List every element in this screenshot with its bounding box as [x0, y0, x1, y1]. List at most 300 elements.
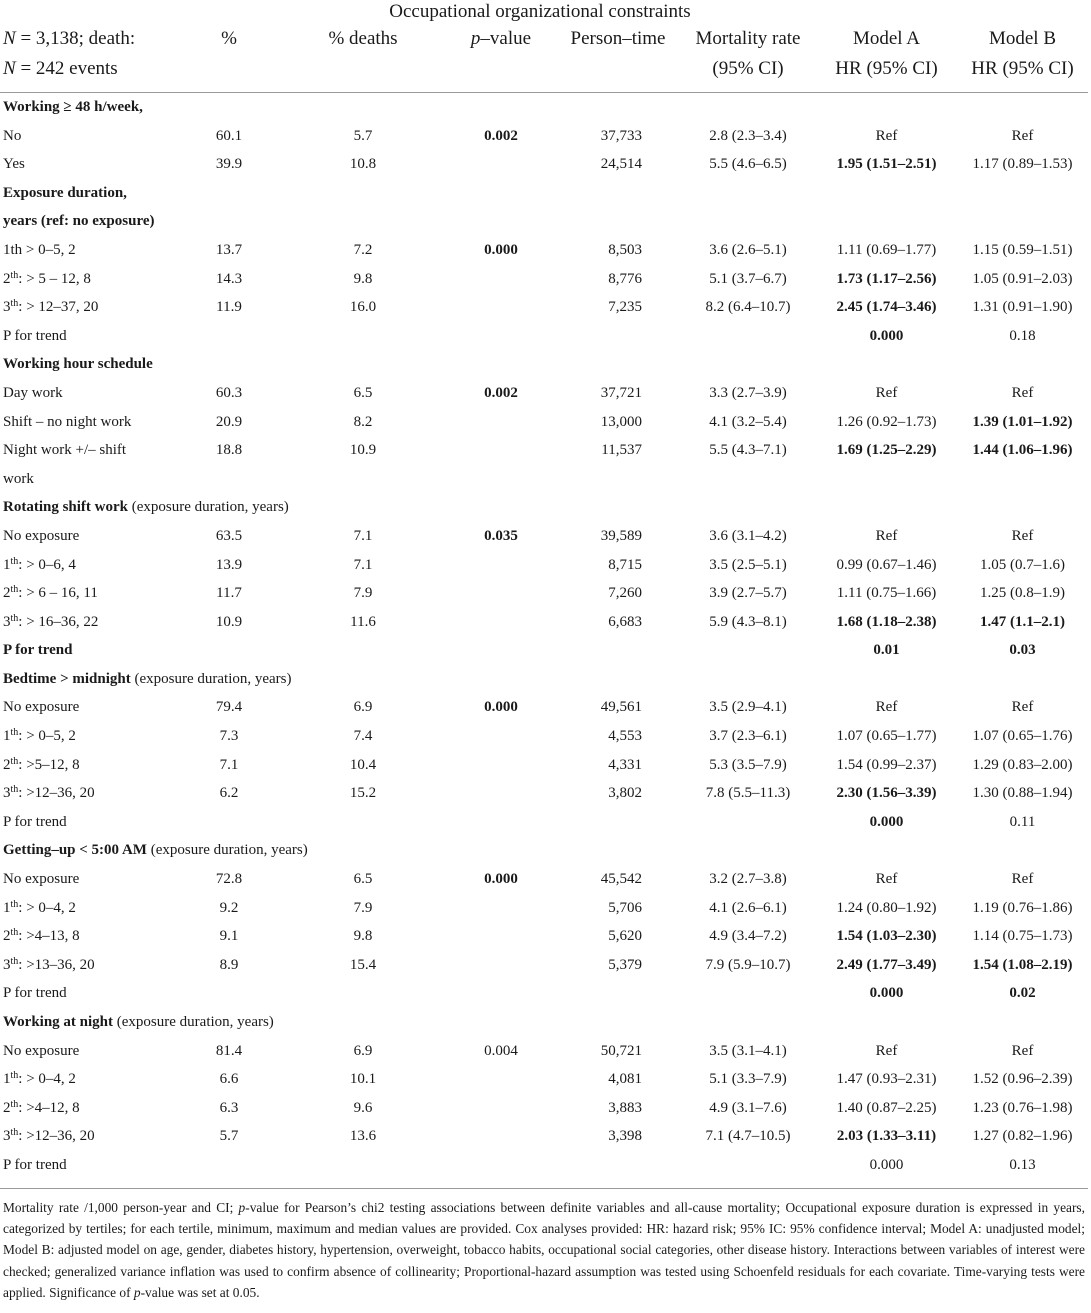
cell-pct-deaths — [280, 808, 446, 837]
table-row — [0, 150, 1088, 179]
row-label — [0, 722, 178, 751]
cell-pct: 8.9 — [219, 956, 239, 973]
cell-pvalue: 0.035 — [484, 527, 518, 544]
table-body — [0, 93, 1088, 1189]
cell-model-a-hr: 2.03 (1.33–3.11) — [836, 1128, 937, 1145]
row-label-ordinal: 3 — [3, 1128, 11, 1145]
cell-pct-deaths: 7.9 — [353, 585, 373, 602]
header-pct: % — [221, 28, 237, 49]
cell-person-time: 7,235 — [608, 299, 642, 316]
cell-model-a-hr: 0.99 (0.67–1.46) — [836, 556, 937, 573]
cell-pvalue — [446, 579, 556, 608]
cell-mortality-rate: 7.1 (4.7–10.5) — [705, 1128, 791, 1145]
cell-pvalue — [446, 922, 556, 951]
cell-model-b-hr — [957, 465, 1088, 494]
section-label-text: Working hour schedule — [3, 356, 153, 373]
table-row — [0, 579, 1088, 608]
row-label-ordinal: 3 — [3, 613, 11, 630]
cell-model-b-hr: Ref — [1011, 127, 1034, 144]
cell-pct-deaths: 15.2 — [349, 785, 377, 802]
row-label-range: : > 0–4, 2 — [18, 1071, 76, 1088]
cell-pct: 18.8 — [215, 442, 243, 459]
cell-model-b-hr: Ref — [1011, 871, 1034, 888]
row-label: Shift – no night work — [3, 413, 132, 430]
row-label-ordinal-suffix: th — [10, 1098, 19, 1110]
section-label — [0, 179, 1088, 208]
section-label-text: Working ≥ 48 h/week, — [3, 99, 143, 115]
cell-person-time: 37,721 — [600, 384, 642, 401]
cell-mortality-rate — [680, 1151, 816, 1188]
table-row — [0, 722, 1088, 751]
table-row — [0, 236, 1088, 265]
cell-model-b-hr: 1.27 (0.82–1.96) — [972, 1128, 1073, 1145]
table-row — [0, 122, 1088, 151]
row-label: No exposure — [3, 527, 80, 544]
row-label: 1th > 0–5, 2 — [3, 241, 76, 258]
cell-model-a-hr: Ref — [875, 127, 898, 144]
row-label-ordinal: 1 — [3, 899, 11, 916]
row-label — [0, 293, 178, 322]
cell-pvalue: 0.002 — [484, 384, 518, 401]
cell-pct-deaths: 5.7 — [353, 127, 373, 144]
row-label-ordinal-suffix: th — [10, 298, 19, 310]
row-label-ordinal-suffix: th — [10, 269, 19, 281]
cell-pct-deaths: 7.1 — [353, 556, 373, 573]
cell-person-time: 37,733 — [600, 127, 642, 144]
cell-pct: 11.7 — [216, 585, 242, 602]
cell-pvalue — [446, 408, 556, 437]
cell-model-b-hr: Ref — [1011, 384, 1034, 401]
table-row — [0, 1065, 1088, 1094]
cell-person-time: 8,503 — [608, 241, 642, 258]
row-label-ordinal: 2 — [3, 928, 11, 945]
cell-pct: 11.9 — [216, 299, 242, 316]
cell-person-time: 7,260 — [608, 585, 642, 602]
cell-model-b-hr: 0.11 — [1009, 813, 1036, 830]
header-model-a — [816, 24, 957, 84]
section-header-row — [0, 179, 1088, 208]
row-label-ordinal-suffix: th — [10, 955, 19, 967]
row-label: Yes — [3, 156, 25, 173]
table-row — [0, 408, 1088, 437]
section-header-row — [0, 665, 1088, 694]
cell-pvalue — [446, 951, 556, 980]
cell-model-b-hr: 0.13 — [957, 1151, 1088, 1188]
cell-pvalue — [446, 751, 556, 780]
row-label — [0, 951, 178, 980]
cell-person-time: 5,620 — [608, 928, 642, 945]
cell-model-a-hr: Ref — [875, 1042, 898, 1059]
table-row — [0, 636, 1088, 665]
cell-pct-deaths: 10.8 — [349, 156, 377, 173]
table-row — [0, 265, 1088, 294]
row-label-range: : > 12–37, 20 — [18, 299, 99, 316]
cell-model-a-hr — [816, 465, 957, 494]
cell-pvalue — [446, 551, 556, 580]
row-label-ordinal: 2 — [3, 756, 11, 773]
row-label-ordinal: 3 — [3, 299, 11, 316]
cell-pct-deaths: 11.6 — [350, 613, 376, 630]
cell-model-a-hr: 1.07 (0.65–1.77) — [836, 728, 937, 745]
cell-pct: 60.3 — [215, 384, 243, 401]
section-header-row — [0, 350, 1088, 379]
cell-mortality-rate: 5.5 (4.3–7.1) — [709, 442, 787, 459]
cell-person-time: 3,398 — [608, 1128, 642, 1145]
row-label-range: : > 0–4, 2 — [18, 899, 76, 916]
cell-pct: 9.1 — [219, 928, 239, 945]
header-rule — [0, 84, 1088, 93]
row-label-ordinal: 2 — [3, 1099, 11, 1116]
cell-pct: 20.9 — [215, 413, 243, 430]
cell-person-time: 5,379 — [608, 956, 642, 973]
section-label-text: Working at night — [3, 1014, 114, 1030]
cell-mortality-rate — [680, 636, 816, 665]
footnote-part1: Mortality rate /1,000 person-year and CI; — [3, 1199, 239, 1215]
cell-mortality-rate: 7.9 (5.9–10.7) — [705, 956, 791, 973]
cell-model-a-hr: 1.69 (1.25–2.29) — [836, 442, 937, 459]
cell-pct: 81.4 — [215, 1042, 243, 1059]
cell-person-time: 39,589 — [600, 527, 642, 544]
cell-person-time: 49,561 — [600, 699, 642, 716]
cell-model-b-hr: Ref — [1011, 699, 1034, 716]
row-label-ordinal: 3 — [3, 956, 11, 973]
cell-person-time: 4,081 — [608, 1071, 642, 1088]
cell-pct — [178, 322, 280, 351]
header-n-line2: N = 242 events — [3, 58, 118, 79]
cell-pct-deaths — [280, 322, 446, 351]
cell-pct: 14.3 — [215, 270, 243, 287]
cell-mortality-rate: 5.1 (3.3–7.9) — [709, 1071, 787, 1088]
cell-model-b-hr: 1.39 (1.01–1.92) — [972, 413, 1073, 430]
row-label: Day work — [3, 384, 63, 401]
cell-model-b-hr: 1.47 (1.1–2.1) — [980, 613, 1065, 630]
cell-pct: 63.5 — [215, 527, 243, 544]
table-footnote — [0, 1189, 1088, 1304]
row-label-range: : > 0–6, 4 — [18, 556, 76, 573]
cell-pct: 39.9 — [215, 156, 243, 173]
table-row — [0, 1122, 1088, 1151]
cell-pvalue — [446, 150, 556, 179]
cell-pct-deaths: 10.9 — [349, 442, 377, 459]
cell-pvalue — [446, 808, 556, 837]
cell-pvalue — [446, 1122, 556, 1151]
table-row — [0, 1151, 1088, 1188]
cell-pct-deaths: 7.1 — [353, 527, 373, 544]
table-row — [0, 551, 1088, 580]
cell-mortality-rate: 4.9 (3.4–7.2) — [709, 928, 787, 945]
cell-model-b-hr: 1.07 (0.65–1.76) — [972, 728, 1073, 745]
table-row — [0, 693, 1088, 722]
cell-pct: 72.8 — [215, 871, 243, 888]
cell-pct-deaths — [280, 465, 446, 494]
section-label-text: Bedtime > midnight — [3, 670, 131, 687]
table-title: Occupational organizational constraints — [389, 1, 691, 22]
cell-mortality-rate: 3.6 (3.1–4.2) — [709, 527, 787, 544]
cell-mortality-rate: 5.3 (3.5–7.9) — [709, 756, 787, 773]
cell-model-a-hr: 1.47 (0.93–2.31) — [836, 1071, 937, 1088]
header-model-a-line1: Model A — [852, 28, 921, 49]
cell-person-time: 50,721 — [600, 1042, 642, 1059]
cell-person-time: 4,331 — [608, 756, 642, 773]
cell-pct: 6.6 — [219, 1071, 239, 1088]
footnote-part2: -value for Pearson’s chi2 testing associations between definite variables and all-cause mortality; Occupational exposure duration is expressed in years, categorized by tertiles; for each tertile, minimum, maximum and median values are provided. Cox analyses provided: HR: hazard risk; 95% IC: 95% confidence interval; Model A: unadjusted model; Model B: adjusted model on age, gender, diabetes history, hypertension, overweight, tobacco habits, occupational social categories, other disease history. Interactions between variables of interest were checked; generalized variance inflation was used to confirm absence of collinearity; Proportional-hazard assumption was tested using Schoenfeld residuals for each covariate. Time-varying tests were applied. Significance of — [3, 1199, 1085, 1301]
cell-pvalue: 0.000 — [484, 699, 518, 716]
section-label — [0, 350, 1088, 379]
cell-model-a-hr: 2.45 (1.74–3.46) — [836, 299, 937, 316]
row-label: P for trend — [3, 813, 67, 830]
table-row — [0, 608, 1088, 637]
cell-pct: 10.9 — [215, 613, 243, 630]
cell-pct — [178, 636, 280, 665]
section-header-row — [0, 207, 1088, 236]
cell-person-time: 8,776 — [608, 270, 642, 287]
cell-model-a-hr: 0.000 — [869, 813, 904, 830]
cell-model-b-hr: 1.23 (0.76–1.98) — [972, 1099, 1073, 1116]
cell-pct-deaths: 9.8 — [353, 270, 373, 287]
row-label — [0, 608, 178, 637]
row-label: No exposure — [3, 699, 80, 716]
row-label — [0, 922, 178, 951]
table-row — [0, 922, 1088, 951]
cell-model-a-hr: 0.000 — [869, 327, 904, 344]
section-label — [0, 836, 1088, 865]
row-label-ordinal: 1 — [3, 1071, 11, 1088]
row-label-ordinal: 1 — [3, 556, 11, 573]
cell-mortality-rate: 3.2 (2.7–3.8) — [709, 871, 787, 888]
row-label-range: : >4–12, 8 — [18, 1099, 80, 1116]
table-row — [0, 379, 1088, 408]
row-label — [0, 1094, 178, 1123]
cell-pvalue — [446, 894, 556, 923]
row-label: Night work +/– shift — [3, 442, 127, 459]
cell-pct: 13.7 — [215, 241, 243, 258]
footnote-p-italic: p — [238, 1199, 246, 1215]
section-label-text: Getting–up < 5:00 AM — [3, 842, 147, 859]
cell-model-a-hr: 1.26 (0.92–1.73) — [836, 413, 937, 430]
cell-pct: 5.7 — [219, 1128, 239, 1145]
table-row — [0, 951, 1088, 980]
cell-mortality-rate: 5.9 (4.3–8.1) — [709, 613, 787, 630]
cell-model-a-hr: 0.01 — [873, 642, 900, 659]
header-sample-size — [0, 24, 178, 84]
row-label-ordinal-suffix: th — [10, 784, 19, 796]
cell-mortality-rate: 3.6 (2.6–5.1) — [709, 241, 787, 258]
row-label-range: : >5–12, 8 — [18, 756, 80, 773]
cell-pct: 7.3 — [219, 728, 239, 745]
cell-model-b-hr: 1.25 (0.8–1.9) — [980, 585, 1065, 602]
cell-model-a-hr: 0.000 — [869, 985, 904, 1002]
row-label: P for trend — [3, 327, 67, 344]
cell-pvalue — [446, 636, 556, 665]
table-row — [0, 436, 1088, 465]
cell-pvalue — [446, 265, 556, 294]
row-label-ordinal-suffix: th — [10, 584, 19, 596]
cell-person-time: 11,537 — [601, 442, 642, 459]
cell-model-b-hr: 0.02 — [1009, 985, 1036, 1002]
cell-pct: 6.3 — [219, 1099, 239, 1116]
cell-pct-deaths — [280, 979, 446, 1008]
cell-person-time — [556, 322, 680, 351]
cell-pvalue — [446, 322, 556, 351]
cell-model-b-hr: 1.30 (0.88–1.94) — [972, 785, 1073, 802]
cell-mortality-rate: 4.1 (2.6–6.1) — [709, 899, 787, 916]
cell-person-time: 6,683 — [608, 613, 642, 630]
cell-pct: 79.4 — [215, 699, 243, 716]
cell-pct-deaths: 6.9 — [353, 699, 373, 716]
cell-model-b-hr: 1.29 (0.83–2.00) — [972, 756, 1073, 773]
cell-model-b-hr: Ref — [1011, 1042, 1034, 1059]
cell-pct-deaths: 15.4 — [349, 956, 377, 973]
cell-person-time: 4,553 — [608, 728, 642, 745]
cell-pct-deaths: 6.9 — [353, 1042, 373, 1059]
row-label-range: : > 0–5, 2 — [18, 728, 76, 745]
section-label — [0, 93, 1088, 122]
cell-mortality-rate: 3.9 (2.7–5.7) — [709, 585, 787, 602]
row-label-range: : >12–36, 20 — [18, 785, 95, 802]
cell-pct-deaths: 8.2 — [353, 413, 373, 430]
cell-model-a-hr: 1.95 (1.51–2.51) — [836, 156, 937, 173]
table-row — [0, 293, 1088, 322]
cell-mortality-rate: 3.3 (2.7–3.9) — [709, 384, 787, 401]
row-label-ordinal-suffix: th — [10, 727, 19, 739]
row-label-ordinal: 2 — [3, 585, 11, 602]
row-label-range: : >12–36, 20 — [18, 1128, 95, 1145]
cell-person-time — [556, 979, 680, 1008]
section-label — [0, 1008, 1088, 1037]
cell-model-a-hr: 1.54 (0.99–2.37) — [836, 756, 937, 773]
cell-pct — [178, 808, 280, 837]
row-label-range: : >4–13, 8 — [18, 928, 80, 945]
table-row — [0, 865, 1088, 894]
cell-model-b-hr: 1.15 (0.59–1.51) — [972, 241, 1073, 258]
cell-mortality-rate: 2.8 (2.3–3.4) — [709, 127, 787, 144]
cell-model-b-hr: 1.14 (0.75–1.73) — [972, 928, 1073, 945]
cell-mortality-rate: 4.1 (3.2–5.4) — [709, 413, 787, 430]
cell-model-b-hr: 1.31 (0.91–1.90) — [972, 299, 1073, 316]
row-label — [0, 551, 178, 580]
section-label-note: (exposure duration, years) — [130, 670, 292, 687]
cell-pct — [178, 465, 280, 494]
cell-pct-deaths: 6.5 — [353, 871, 373, 888]
cell-pct: 6.2 — [219, 785, 239, 802]
header-pct-deaths: % deaths — [328, 28, 398, 49]
row-label: No exposure — [3, 871, 80, 888]
cell-person-time: 8,715 — [608, 556, 642, 573]
cell-model-a-hr: 2.49 (1.77–3.49) — [836, 956, 937, 973]
cell-mortality-rate: 3.7 (2.3–6.1) — [709, 728, 787, 745]
row-label-ordinal: 2 — [3, 270, 11, 287]
section-label-note: (exposure duration, years) — [128, 499, 289, 516]
cell-pvalue — [446, 436, 556, 465]
cell-person-time: 3,802 — [608, 785, 642, 802]
table-row — [0, 979, 1088, 1008]
row-label — [0, 894, 178, 923]
cell-pvalue — [446, 1094, 556, 1123]
cell-model-a-hr: Ref — [875, 699, 898, 716]
section-header-row — [0, 93, 1088, 122]
cell-pct-deaths: 10.4 — [349, 756, 377, 773]
cell-model-b-hr: 1.17 (0.89–1.53) — [972, 156, 1073, 173]
cell-mortality-rate: 3.5 (2.5–5.1) — [709, 556, 787, 573]
cell-pct-deaths: 7.2 — [353, 241, 373, 258]
cell-pvalue: 0.002 — [484, 127, 518, 144]
cell-pct-deaths: 10.1 — [349, 1071, 377, 1088]
cell-pct-deaths: 6.5 — [353, 384, 373, 401]
row-label-ordinal-suffix: th — [10, 1070, 19, 1082]
row-label-range: : > 5 – 12, 8 — [18, 270, 91, 287]
row-label: P for trend — [3, 985, 67, 1002]
cell-model-b-hr: Ref — [1011, 527, 1034, 544]
section-label — [0, 493, 1088, 522]
header-model-b — [957, 24, 1088, 84]
header-mortality-line1: Mortality rate — [695, 28, 801, 49]
header-model-a-line2: HR (95% CI) — [835, 58, 938, 79]
section-label-text: Rotating shift work — [3, 499, 129, 516]
table-row — [0, 1094, 1088, 1123]
header-person-time: Person–time — [570, 28, 666, 49]
row-label-ordinal: 1 — [3, 728, 11, 745]
cell-pvalue — [446, 1065, 556, 1094]
cell-pct-deaths — [280, 1151, 446, 1188]
section-label-note: (exposure duration, years) — [146, 842, 308, 859]
cell-pvalue — [446, 779, 556, 808]
row-label-ordinal-suffix: th — [10, 755, 19, 767]
cell-pvalue: 0.000 — [484, 241, 518, 258]
cell-pct-deaths: 16.0 — [349, 299, 377, 316]
cell-mortality-rate: 3.5 (2.9–4.1) — [709, 699, 787, 716]
cell-pct-deaths: 9.8 — [353, 928, 373, 945]
row-label: No — [3, 127, 22, 144]
row-label-ordinal-suffix: th — [10, 612, 19, 624]
header-model-b-line1: Model B — [988, 28, 1057, 49]
section-label — [0, 207, 1088, 236]
cell-pct-deaths: 13.6 — [349, 1128, 377, 1145]
section-label-text: years (ref: no exposure) — [3, 213, 155, 230]
table-row — [0, 522, 1088, 551]
cell-person-time — [556, 465, 680, 494]
table-row — [0, 751, 1088, 780]
cell-person-time — [556, 1151, 680, 1188]
cell-model-b-hr: 0.18 — [1009, 327, 1036, 344]
cell-model-b-hr: 1.52 (0.96–2.39) — [972, 1071, 1073, 1088]
cell-mortality-rate — [680, 808, 816, 837]
header-n-line1: N = 3,138; death: — [3, 28, 136, 49]
cell-model-a-hr: Ref — [875, 871, 898, 888]
cell-pvalue: 0.000 — [484, 871, 518, 888]
cell-model-a-hr: 1.68 (1.18–2.38) — [836, 613, 937, 630]
cell-mortality-rate: 5.1 (3.7–6.7) — [709, 270, 787, 287]
header-model-b-line2: HR (95% CI) — [971, 58, 1074, 79]
row-label — [0, 1065, 178, 1094]
row-label-range: : > 16–36, 22 — [18, 613, 99, 630]
footnote-p-italic-2: p — [133, 1285, 141, 1301]
row-label-ordinal-suffix: th — [10, 1127, 19, 1139]
cell-model-a-hr: 1.24 (0.80–1.92) — [836, 899, 937, 916]
cell-person-time — [556, 808, 680, 837]
cell-model-a-hr: 0.000 — [816, 1151, 957, 1188]
row-label: P for trend — [0, 1151, 178, 1188]
row-label-ordinal-suffix: th — [10, 927, 19, 939]
cell-model-a-hr: 1.54 (1.03–2.30) — [836, 928, 937, 945]
cell-model-a-hr: 1.40 (0.87–2.25) — [836, 1099, 937, 1116]
cell-mortality-rate: 5.5 (4.6–6.5) — [709, 156, 787, 173]
cell-pct-deaths: 7.9 — [353, 899, 373, 916]
row-label — [0, 265, 178, 294]
section-header-row — [0, 1008, 1088, 1037]
cell-mortality-rate — [680, 465, 816, 494]
header-row — [0, 24, 1088, 84]
cell-mortality-rate: 4.9 (3.1–7.6) — [709, 1099, 787, 1116]
